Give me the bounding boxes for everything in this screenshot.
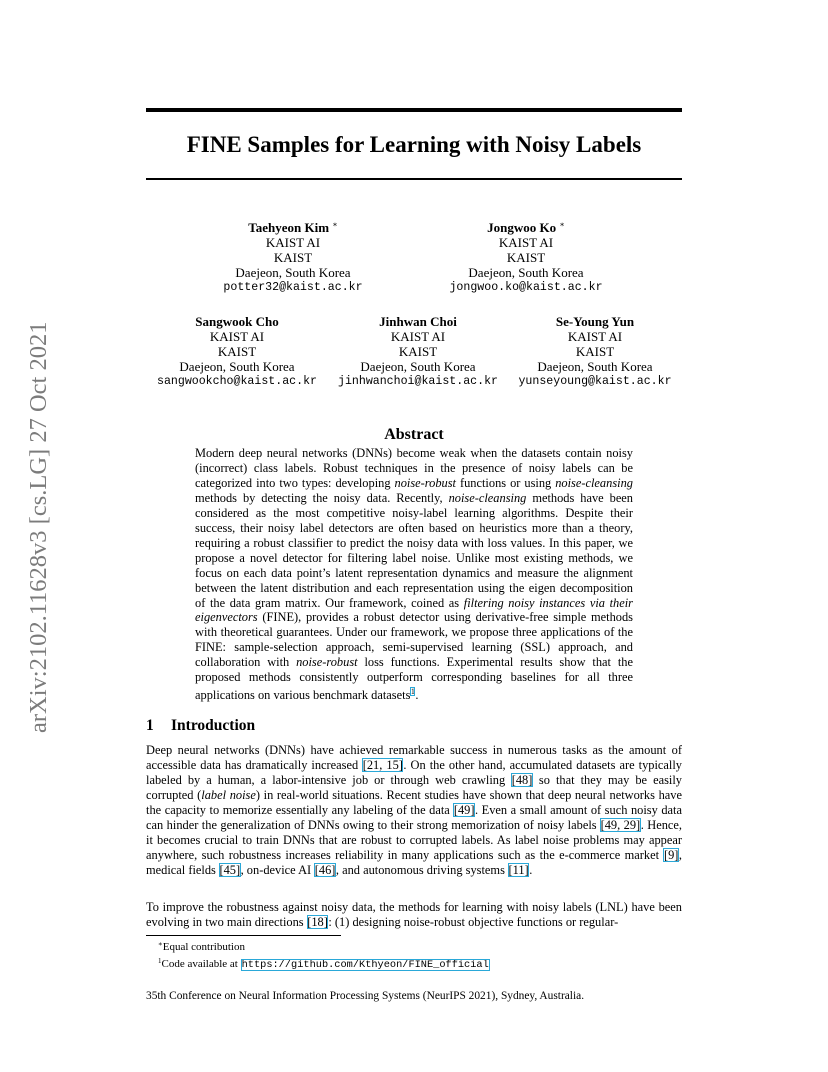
author-email[interactable]: yunseyoung@kaist.ac.kr bbox=[518, 375, 672, 388]
author-affiliation: KAIST AI bbox=[498, 235, 554, 250]
author-affiliation: KAIST AI bbox=[209, 329, 265, 344]
citation-link[interactable]: [45] bbox=[219, 862, 241, 877]
author-location: Daejeon, South Korea bbox=[537, 359, 653, 374]
citation-link[interactable]: [18] bbox=[307, 914, 328, 929]
author-mark: ∗ bbox=[559, 220, 565, 229]
footnote-1: ∗Equal contribution bbox=[158, 940, 245, 953]
abstract-body: Modern deep neural networks (DNNs) become weak when the datasets contain noisy (incorrect) class labels. Robust techniques in the presence of noisy labels can be categorized into two types: developing noise-robust functions or using noise-cleansing methods by detecting the noisy data. Recently, noise-cleansing methods have been considered as the most competitive noisy-label learning algorithms. Despite their success, their noisy label detectors are often based on heuristics more than a theory, requiring a robust classifier to predict the noisy data with loss values. In this paper, we propose a novel detector for filtering label noise. Unlike most existing methods, we focus on each data point’s latent representation dynamics and measure the alignment between the latent distribution and each representation using the eigen decomposition of the data gram matrix. Our framework, coined as filtering noisy instances via their eigenvectors (FINE), provides a robust detector using derivative-free simple methods with theoretical guarantees. Under our framework, we propose three applications of the FINE: sample-selection approach, semi-supervised learning (SSL) approach, and collaboration with noise-robust loss functions. Experimental results show that the proposed methods consistently outperform corresponding baselines for all three applications on various benchmark datasets$^1$. bbox=[195, 446, 634, 703]
citation-link[interactable]: [49] bbox=[453, 802, 475, 817]
citation-link[interactable]: [9] bbox=[663, 847, 679, 862]
author-email[interactable]: jongwoo.ko@kaist.ac.kr bbox=[449, 281, 603, 294]
author-affiliation: KAIST bbox=[217, 344, 257, 359]
section-title: Introduction bbox=[171, 717, 256, 734]
author-email[interactable]: sangwookcho@kaist.ac.kr bbox=[156, 375, 318, 388]
abstract-heading: Abstract bbox=[384, 426, 444, 443]
author-block bbox=[328, 314, 508, 389]
author-block bbox=[193, 217, 393, 295]
title-rule-top bbox=[146, 108, 682, 112]
code-url-link[interactable]: https://github.com/Kthyeon/FINE_official bbox=[241, 959, 489, 971]
author-block bbox=[508, 314, 682, 389]
title-rule-bottom bbox=[146, 178, 682, 180]
author-name: Se-Young Yun bbox=[555, 314, 635, 329]
author-affiliation: KAIST bbox=[575, 344, 615, 359]
author-name: Taehyeon Kim bbox=[248, 220, 330, 235]
author-name: Sangwook Cho bbox=[195, 314, 279, 329]
section-heading-introduction bbox=[146, 717, 255, 735]
conference-footer: 35th Conference on Neural Information Processing Systems (NeurIPS 2021), Sydney, Australia. bbox=[146, 990, 585, 1002]
author-affiliation: KAIST bbox=[398, 344, 438, 359]
intro-paragraph-2: To improve the robustness against noisy data, the methods for learning with noisy labels (LNL) have been evolving in two main directions [18]: (1) designing noise-robust objective functions or regular- bbox=[146, 900, 682, 929]
author-name: Jinhwan Choi bbox=[379, 314, 457, 329]
author-block bbox=[426, 217, 626, 295]
footnote-2: $^1$Code available at https://github.com/Kthyeon/FINE_official bbox=[158, 957, 489, 971]
footnote-rule bbox=[146, 935, 341, 936]
author-affiliation: KAIST bbox=[273, 250, 313, 265]
author-mark: ∗ bbox=[332, 220, 338, 229]
author-location: Daejeon, South Korea bbox=[360, 359, 476, 374]
citation-link[interactable]: [21, 15] bbox=[362, 757, 403, 772]
paper-title: FINE Samples for Learning with Noisy Labels bbox=[186, 132, 642, 157]
author-affiliation: KAIST bbox=[506, 250, 546, 265]
arxiv-stamp: arXiv:2102.11628v3 [cs.LG] 27 Oct 2021 bbox=[25, 321, 52, 733]
author-location: Daejeon, South Korea bbox=[468, 265, 584, 280]
author-block bbox=[146, 314, 328, 389]
section-number: 1 bbox=[146, 717, 154, 734]
author-email[interactable]: potter32@kaist.ac.kr bbox=[223, 281, 363, 294]
citation-link[interactable]: [49, 29] bbox=[600, 817, 641, 832]
author-location: Daejeon, South Korea bbox=[179, 359, 295, 374]
author-affiliation: KAIST AI bbox=[390, 329, 446, 344]
citation-link[interactable]: [11] bbox=[508, 862, 529, 877]
citation-link[interactable]: [46] bbox=[314, 862, 336, 877]
footnotes bbox=[146, 937, 490, 972]
intro-paragraph-1: Deep neural networks (DNNs) have achieved remarkable success in numerous tasks as the amount of accessible data has dramatically increased [21, 15]. On the other hand, accumulated datasets are typically labeled by a human, a labor-intensive job or through web crawling [48] so that they may be easily corrupted (label noise) in real-world situations. Recent studies have shown that deep neural networks have the capacity to memorize essentially any labeling of the data [49]. Even a small amount of such noisy data can hinder the generalization of DNNs owing to their strong memorization of noisy labels [49, 29]. Hence, it becomes crucial to train DNNs that are robust to corrupted labels. As label noise problems may appear anywhere, such robustness increases reliability in many applications such as the e-commerce market [9], medical fields [45], on-device AI [46], and autonomous driving systems [11]. bbox=[146, 743, 683, 877]
author-affiliation: KAIST AI bbox=[265, 235, 321, 250]
author-email[interactable]: jinhwanchoi@kaist.ac.kr bbox=[337, 375, 499, 388]
citation-link[interactable]: [48] bbox=[511, 772, 533, 787]
author-name: Jongwoo Ko bbox=[487, 220, 557, 235]
footnote-ref-link[interactable]: 1 bbox=[410, 687, 415, 697]
author-location: Daejeon, South Korea bbox=[235, 265, 351, 280]
author-affiliation: KAIST AI bbox=[567, 329, 623, 344]
